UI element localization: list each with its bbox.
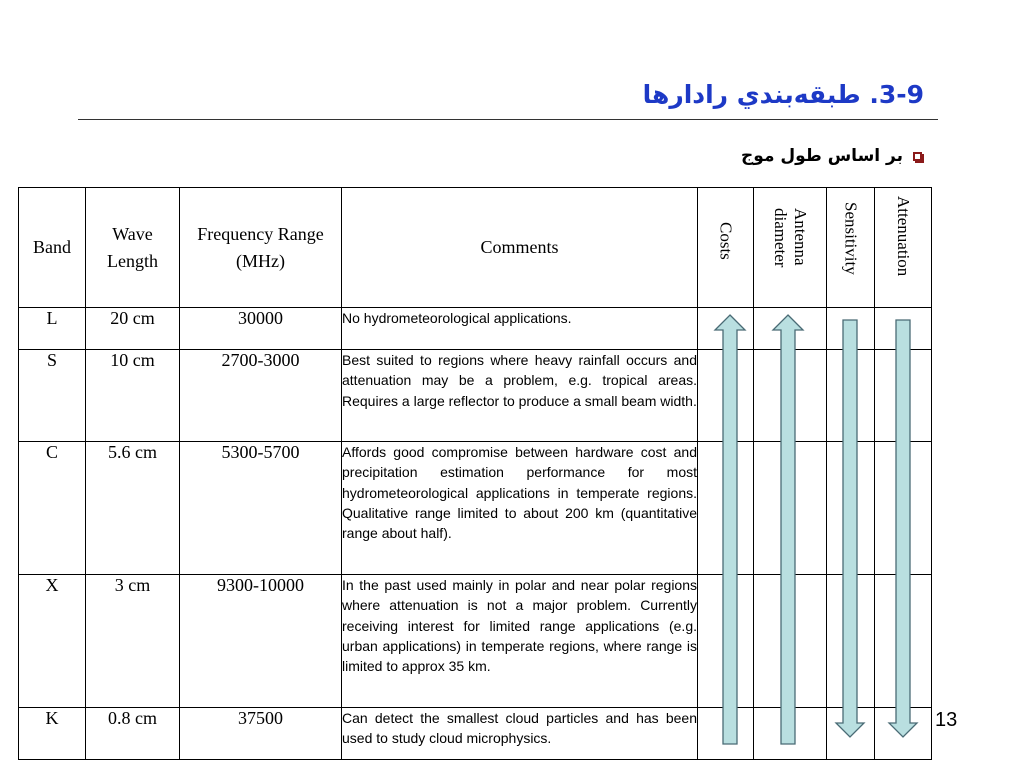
empty-cell xyxy=(754,308,827,350)
empty-cell xyxy=(827,575,875,708)
bullet-item xyxy=(741,146,922,166)
empty-cell xyxy=(827,308,875,350)
empty-cell xyxy=(827,350,875,442)
empty-cell xyxy=(827,442,875,575)
empty-cell xyxy=(698,575,754,708)
empty-cell xyxy=(698,350,754,442)
empty-cell xyxy=(754,708,827,760)
header-attenuation: Attenuation xyxy=(875,188,932,308)
radar-bands-table xyxy=(18,187,932,760)
comment-cell: Can detect the smallest cloud particles and has been used to study cloud microphysics. xyxy=(342,708,698,760)
comment-cell: In the past used mainly in polar and near polar regions where attenuation is not a major problem. Currently receiving interest for limited range applications (e.g. urban applications) in temperate regions, where range is limited to approx 35 km. xyxy=(342,575,698,708)
comment-cell: Affords good compromise between hardware cost and precipitation estimation performance for most hydrometeorological applications in temperate regions. Qualitative range limited to about 200 km (quantitative range about half). xyxy=(342,442,698,575)
empty-cell xyxy=(698,442,754,575)
frequency-cell: 2700-3000 xyxy=(180,350,342,442)
wave-length-cell: 20 cm xyxy=(86,308,180,350)
bullet-text: بر اساس طول موج xyxy=(741,146,903,166)
empty-cell xyxy=(875,708,932,760)
band-cell: K xyxy=(19,708,86,760)
empty-cell xyxy=(754,350,827,442)
header-costs: Costs xyxy=(698,188,754,308)
table-row xyxy=(19,708,932,760)
table-row xyxy=(19,350,932,442)
wave-length-cell: 10 cm xyxy=(86,350,180,442)
empty-cell xyxy=(875,442,932,575)
frequency-cell: 5300-5700 xyxy=(180,442,342,575)
frequency-cell: 30000 xyxy=(180,308,342,350)
wave-length-cell: 0.8 cm xyxy=(86,708,180,760)
header-sensitivity: Sensitivity xyxy=(827,188,875,308)
band-cell: C xyxy=(19,442,86,575)
header-band: Band xyxy=(19,188,86,308)
table-row xyxy=(19,308,932,350)
table-row xyxy=(19,442,932,575)
band-cell: S xyxy=(19,350,86,442)
header-frequency: Frequency Range (MHz) xyxy=(180,188,342,308)
empty-cell xyxy=(875,350,932,442)
header-antenna-diameter: Antenna diameter xyxy=(754,188,827,308)
table-row xyxy=(19,575,932,708)
empty-cell xyxy=(698,708,754,760)
empty-cell xyxy=(875,308,932,350)
comment-cell: No hydrometeorological applications. xyxy=(342,308,698,350)
empty-cell xyxy=(875,575,932,708)
empty-cell xyxy=(754,442,827,575)
frequency-cell: 37500 xyxy=(180,708,342,760)
wave-length-cell: 3 cm xyxy=(86,575,180,708)
band-cell: X xyxy=(19,575,86,708)
header-row xyxy=(19,188,932,308)
frequency-cell: 9300-10000 xyxy=(180,575,342,708)
comment-cell: Best suited to regions where heavy rainfall occurs and attenuation may be a problem, e.g. tropical areas. Requires a large reflector to produce a small beam width. xyxy=(342,350,698,442)
header-comments: Comments xyxy=(342,188,698,308)
title-divider xyxy=(78,119,938,120)
empty-cell xyxy=(827,708,875,760)
page-number: 13 xyxy=(935,709,958,731)
empty-cell xyxy=(698,308,754,350)
empty-cell xyxy=(754,575,827,708)
band-cell: L xyxy=(19,308,86,350)
header-wave-length: Wave Length xyxy=(86,188,180,308)
wave-length-cell: 5.6 cm xyxy=(86,442,180,575)
checkbox-bullet-icon xyxy=(913,152,922,161)
slide-title: 3-9. طبقه‌بندي رادارها xyxy=(642,80,924,109)
